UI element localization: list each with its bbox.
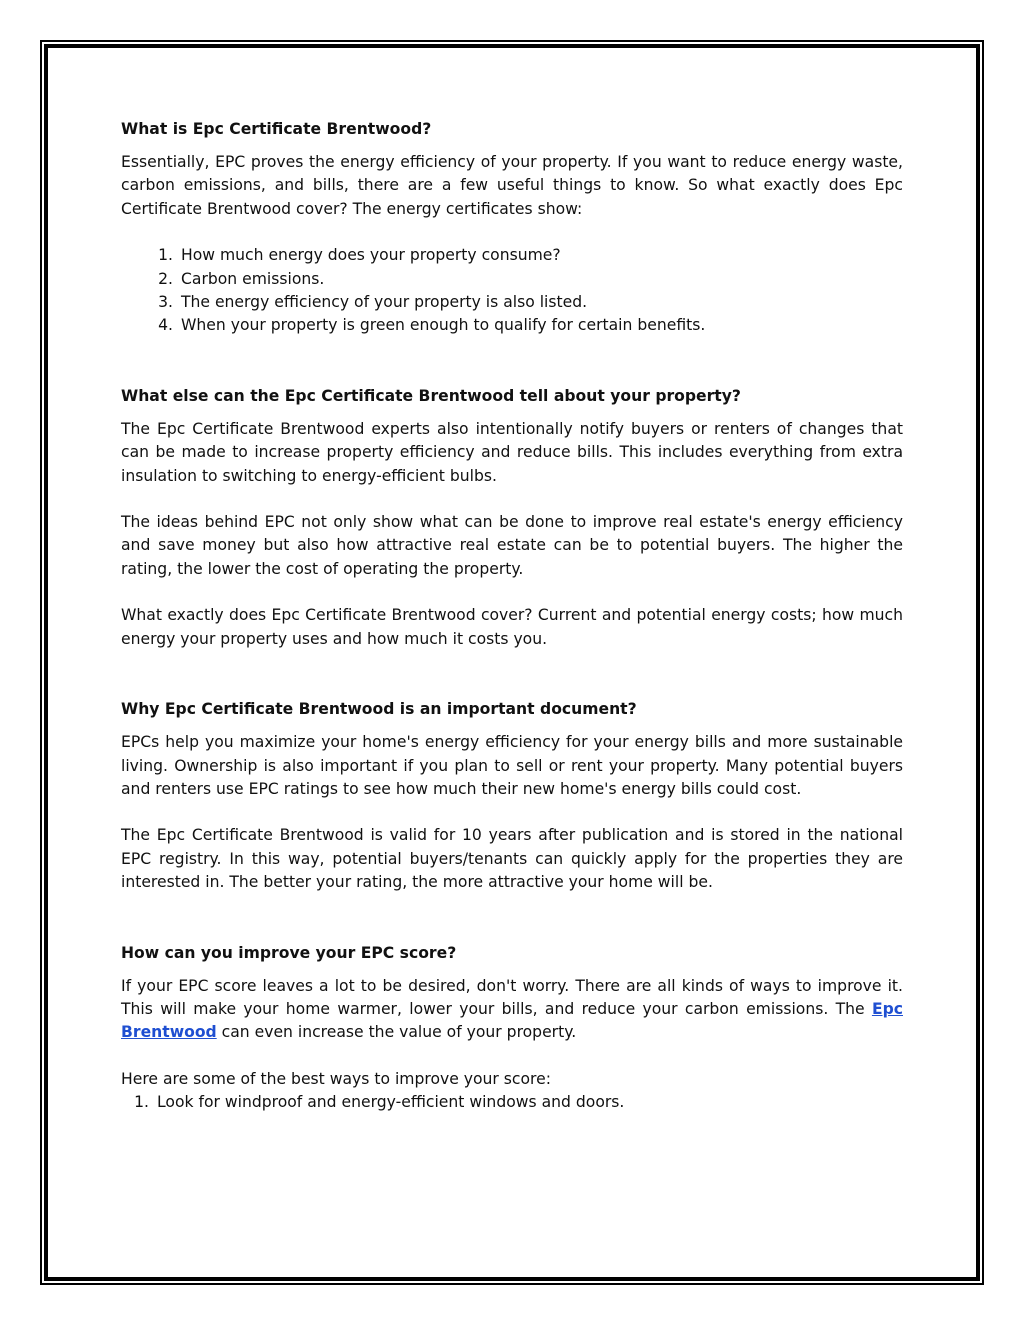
list-text: Carbon emissions. — [181, 269, 325, 288]
numbered-list — [121, 1091, 903, 1114]
section-why-important — [121, 698, 903, 894]
section-heading: What is Epc Certificate Brentwood? — [121, 120, 432, 138]
list-number: 1. — [134, 1093, 149, 1112]
list-item — [121, 291, 903, 314]
list-item — [121, 244, 903, 267]
list-number: 2. — [158, 269, 173, 288]
list-text: Look for windproof and energy-efficient windows and doors. — [157, 1093, 625, 1112]
list-number: 3. — [158, 293, 173, 312]
list-item — [121, 268, 903, 291]
numbered-list — [121, 244, 903, 338]
paragraph-with-link — [121, 975, 903, 1045]
section-heading: How can you improve your EPC score? — [121, 943, 457, 962]
epc-brentwood-link[interactable]: Epc Brentwood — [121, 999, 903, 1042]
section-improve-score — [121, 942, 903, 1115]
paragraph: The Epc Certificate Brentwood is valid for 10 years after publication and is stored in the national EPC registry. In this way, potential buyers/tenants can quickly apply for the properties they are interested in. The better your rating, the more attractive your home will be. — [121, 826, 903, 892]
list-item — [121, 1091, 903, 1114]
section-what-is-epc — [121, 118, 903, 338]
list-item — [121, 314, 903, 337]
paragraph: Essentially, EPC proves the energy efficiency of your property. If you want to reduce energy waste, carbon emissions, and bills, there are a few useful things to know. So what exactly does Epc Certificate Brentwood cover? The energy certificates show: — [121, 153, 903, 218]
section-heading: What else can the Epc Certificate Brentwood tell about your property? — [121, 386, 741, 405]
paragraph-text: can even increase the value of your property. — [216, 1023, 577, 1042]
list-number: 1. — [158, 246, 173, 265]
paragraph: EPCs help you maximize your home's energy efficiency for your energy bills and more sustainable living. Ownership is also important if you plan to sell or rent your property. Many potential buyers and renters use EPC ratings to see how much their new home's energy bills could cost. — [121, 733, 903, 798]
list-text: How much energy does your property consume? — [181, 246, 561, 265]
paragraph: What exactly does Epc Certificate Brentwood cover? Current and potential energy costs; how much energy your property uses and how much it costs you. — [121, 606, 903, 648]
paragraph: The Epc Certificate Brentwood experts also intentionally notify buyers or renters of changes that can be made to increase property efficiency and reduce bills. This includes everything from extra insulation to switching to energy-efficient bulbs. — [121, 419, 903, 485]
document-body — [121, 118, 903, 1115]
section-heading: Why Epc Certificate Brentwood is an important document? — [121, 700, 637, 719]
section-what-else — [121, 385, 903, 651]
list-text: The energy efficiency of your property is also listed. — [181, 293, 588, 312]
paragraph-text: If your EPC score leaves a lot to be desired, don't worry. There are all kinds of ways to improve it. This will make your home warmer, lower your bills, and reduce your carbon emissions. The — [121, 976, 903, 1018]
list-text: When your property is green enough to qualify for certain benefits. — [181, 316, 706, 335]
list-number: 4. — [158, 316, 173, 335]
paragraph: Here are some of the best ways to improve your score: — [121, 1069, 551, 1088]
paragraph: The ideas behind EPC not only show what can be done to improve real estate's energy efficiency and save money but also how attractive real estate can be to potential buyers. The higher the rating, the lower the cost of operating the property. — [121, 513, 903, 578]
